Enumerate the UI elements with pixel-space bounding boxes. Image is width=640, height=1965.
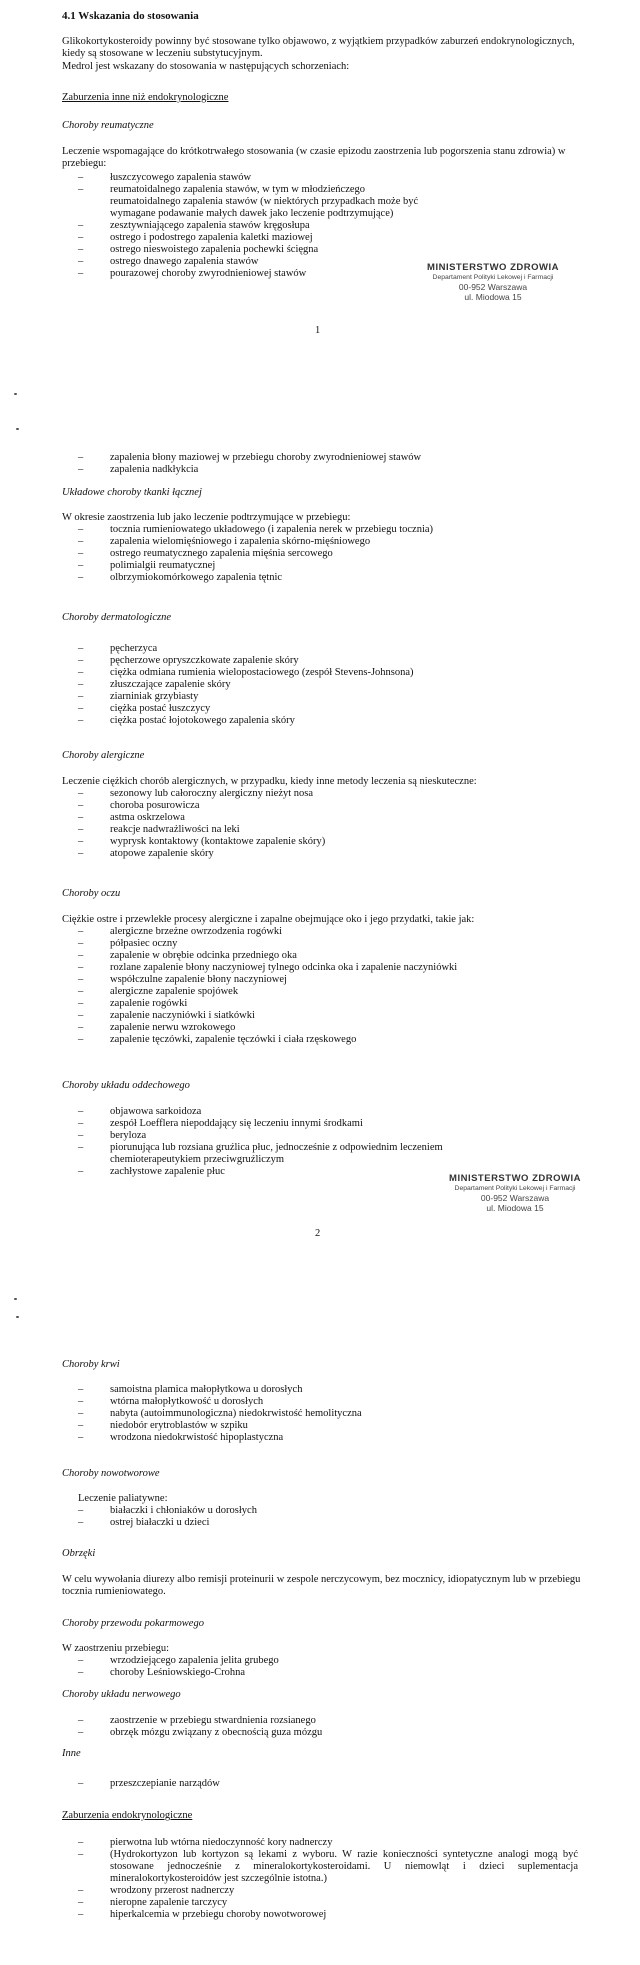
list-item: – współczulne zapalenie błony naczyniowej: [78, 974, 578, 986]
subsection-title: Choroby układu nerwowego: [62, 1689, 181, 1700]
list-item: – zapalenia wielomięśniowego i zapalenia skórno-mięśniowego: [78, 536, 578, 548]
list-item: – niedobór erytroblastów w szpiku: [78, 1420, 578, 1432]
list-item: – wtórna małopłytkowość u dorosłych: [78, 1396, 578, 1408]
list-item: – zapalenia błony maziowej w przebiegu choroby zwyrodnieniowej stawów: [78, 452, 578, 464]
list-item: – zespół Loefflera niepoddający się leczeniu innymi środkami: [78, 1118, 478, 1130]
indication-list: [78, 1715, 578, 1739]
page-number: 2: [315, 1228, 321, 1239]
indication-list: [78, 1837, 578, 1921]
list-item: – pęcherzowe opryszczkowate zapalenie skóry: [78, 655, 578, 667]
list-item: – półpasiec oczny: [78, 938, 578, 950]
indication-list: [78, 788, 578, 860]
lead-paragraph: Leczenie paliatywne:: [78, 1493, 168, 1504]
stamp-line: 00-952 Warszawa: [458, 282, 528, 292]
indication-list: [78, 1106, 478, 1178]
section-heading: 4.1 Wskazania do stosowania: [62, 10, 199, 22]
list-item: – rozlane zapalenie błony naczyniowej tylnego odcinka oka i zapalenie naczyniówki: [78, 962, 578, 974]
scan-mark: [14, 1298, 17, 1300]
scan-mark: [16, 1316, 19, 1318]
list-item: – reumatoidalnego zapalenia stawów, w tym w młodzieńczego reumatoidalnego zapalenia stawów (w niektórych przypadkach może być wymagane podawanie małych dawek jako leczenie podtrzymujące): [78, 184, 438, 220]
list-item: – wyprysk kontaktowy (kontaktowe zapalenie skóry): [78, 836, 578, 848]
subsection-title: Choroby alergiczne: [62, 750, 145, 761]
lead-paragraph: Leczenie wspomagające do krótkotrwałego stosowania (w czasie epizodu zaostrzenia lub pogorszenia stanu zdrowia) w przebiegu:: [62, 146, 566, 169]
scan-mark: [14, 393, 17, 395]
lead-paragraph: W okresie zaostrzenia lub jako leczenie podtrzymujące w przebiegu:: [62, 512, 351, 523]
indication-list: [78, 643, 578, 727]
list-item: – wrodzony przerost nadnerczy: [78, 1885, 578, 1897]
subsection-title: Choroby układu oddechowego: [62, 1080, 190, 1091]
subsection-title: Choroby krwi: [62, 1359, 120, 1370]
intro-paragraph-2: Medrol jest wskazany do stosowania w następujących schorzeniach:: [62, 61, 350, 72]
section-title: Zaburzenia endokrynologiczne: [62, 1810, 193, 1821]
list-item: – ostrego dnawego zapalenia stawów: [78, 256, 438, 268]
stamp-line: Departament Polityki Lekowej i Farmacji: [454, 1185, 576, 1192]
list-item: – ciężka postać łuszczycy: [78, 703, 578, 715]
document-page-2: [0, 440, 640, 1240]
stamp-line: ul. Miodowa 15: [486, 1203, 544, 1213]
list-item: – ostrego i podostrego zapalenia kaletki maziowej: [78, 232, 438, 244]
list-item: – ostrego reumatycznego zapalenia mięśnia sercowego: [78, 548, 578, 560]
list-item: – zapalenie tęczówki, zapalenie tęczówki i ciała rzęskowego: [78, 1034, 578, 1046]
list-item: – nabyta (autoimmunologiczna) niedokrwistość hemolityczna: [78, 1408, 578, 1420]
list-item: – ostrej białaczki u dzieci: [78, 1517, 578, 1529]
list-item: – nieropne zapalenie tarczycy: [78, 1897, 578, 1909]
list-item: – zapalenie naczyniówki i siatkówki: [78, 1010, 578, 1022]
list-item: – astma oskrzelowa: [78, 812, 578, 824]
list-item: – ciężka odmiana rumienia wielopostaciowego (zespół Stevens-Johnsona): [78, 667, 578, 679]
list-item: – wrzodziejącego zapalenia jelita grubego: [78, 1655, 578, 1667]
indication-list: [78, 172, 438, 280]
list-item: – pourazowej choroby zwyrodnieniowej stawów: [78, 268, 438, 280]
stamp-line: 00-952 Warszawa: [480, 1193, 550, 1203]
list-item: – zachłystowe zapalenie płuc: [78, 1166, 478, 1178]
page-number: 1: [315, 325, 321, 336]
indication-list: [78, 452, 578, 476]
list-item: – zapalenie nerwu wzrokowego: [78, 1022, 578, 1034]
list-item: – pęcherzyca: [78, 643, 578, 655]
stamp-line: MINISTERSTWO ZDROWIA: [427, 262, 559, 273]
document-page-1: [0, 0, 640, 400]
lead-paragraph: Leczenie ciężkich chorób alergicznych, w przypadku, kiedy inne metody leczenia są nieskuteczne:: [62, 776, 477, 787]
list-item: – obrzęk mózgu związany z obecnością guza mózgu: [78, 1727, 578, 1739]
indication-list: [78, 524, 578, 584]
stamp-line: ul. Miodowa 15: [464, 292, 522, 302]
subsection-title: Choroby reumatyczne: [62, 120, 154, 131]
subsection-title: Choroby nowotworowe: [62, 1468, 160, 1479]
list-item: – łuszczycowego zapalenia stawów: [78, 172, 438, 184]
list-item: – wrodzona niedokrwistość hipoplastyczna: [78, 1432, 578, 1444]
subsection-title: Choroby przewodu pokarmowego: [62, 1618, 204, 1629]
stamp-line: Departament Polityki Lekowej i Farmacji: [432, 274, 554, 281]
indication-list: [78, 926, 578, 1046]
list-item: – ziarniniak grzybiasty: [78, 691, 578, 703]
document-page-3: [0, 1320, 640, 1965]
indication-list: [78, 1505, 578, 1529]
list-item: – objawowa sarkoidoza: [78, 1106, 478, 1118]
list-item: – zaostrzenie w przebiegu stwardnienia rozsianego: [78, 1715, 578, 1727]
list-item: – pierwotna lub wtórna niedoczynność kory nadnerczy: [78, 1837, 578, 1849]
list-item: – zesztywniającego zapalenia stawów kręgosłupa: [78, 220, 438, 232]
scan-mark: [16, 428, 19, 430]
list-item: – atopowe zapalenie skóry: [78, 848, 578, 860]
list-item: – zapalenie w obrębie odcinka przedniego oka: [78, 950, 578, 962]
list-item: – beryloza: [78, 1130, 478, 1142]
list-item: – sezonowy lub całoroczny alergiczny nieżyt nosa: [78, 788, 578, 800]
list-item: – (Hydrokortyzon lub kortyzon są lekami z wyboru. W razie konieczności syntetyczne analogi mogą być stosowane jednocześnie z mineralokortykosteroidami. U niemowląt i dzieci suplementacja mineralokortykosteroidów jest szczególnie istotna.): [78, 1849, 578, 1885]
list-item: – samoistna plamica małopłytkowa u dorosłych: [78, 1384, 578, 1396]
ministry-stamp: [440, 1173, 590, 1213]
list-item: – zapalenia nadkłykcia: [78, 464, 578, 476]
subsection-title: Układowe choroby tkanki łącznej: [62, 487, 202, 498]
intro-paragraph: Glikokortykosteroidy powinny być stosowane tylko objawowo, z wyjątkiem przypadków zaburzeń endokrynologicznych, kiedy są stosowane w leczeniu substytucyjnym.: [62, 36, 575, 59]
ministry-stamp: [418, 262, 568, 302]
lead-paragraph: W celu wywołania diurezy albo remisji proteinurii w zespole nerczycowym, bez mocznicy, idiopatycznym lub w przebiegu tocznia rumieniowatego.: [62, 1574, 581, 1597]
list-item: – ciężka postać łojotokowego zapalenia skóry: [78, 715, 578, 727]
list-item: – polimialgii reumatycznej: [78, 560, 578, 572]
list-item: – choroby Leśniowskiego-Crohna: [78, 1667, 578, 1679]
list-item: – ostrego nieswoistego zapalenia pochewki ścięgna: [78, 244, 438, 256]
indication-list: [78, 1384, 578, 1444]
list-item: – reakcje nadwrażliwości na leki: [78, 824, 578, 836]
subsection-title: Choroby dermatologiczne: [62, 612, 171, 623]
lead-paragraph: Ciężkie ostre i przewlekłe procesy alergiczne i zapalne obejmujące oko i jego przydatki, takie jak:: [62, 914, 475, 925]
list-item: – alergiczne zapalenie spojówek: [78, 986, 578, 998]
subsection-title: Inne: [62, 1748, 81, 1759]
list-item: – alergiczne brzeżne owrzodzenia rogówki: [78, 926, 578, 938]
list-item: – złuszczające zapalenie skóry: [78, 679, 578, 691]
list-item: – hiperkalcemia w przebiegu choroby nowotworowej: [78, 1909, 578, 1921]
subsection-title: Obrzęki: [62, 1548, 96, 1559]
subsection-title: Choroby oczu: [62, 888, 121, 899]
indication-list: [78, 1778, 578, 1790]
indication-list: [78, 1655, 578, 1679]
list-item: – piorunująca lub rozsiana gruźlica płuc, jednocześnie z odpowiednim leczeniem chemioterapeutykiem przeciwgruźliczym: [78, 1142, 478, 1166]
list-item: – choroba posurowicza: [78, 800, 578, 812]
lead-paragraph: W zaostrzeniu przebiegu:: [62, 1643, 170, 1654]
section-title: Zaburzenia inne niż endokrynologiczne: [62, 92, 229, 103]
list-item: – przeszczepianie narządów: [78, 1778, 578, 1790]
list-item: – białaczki i chłoniaków u dorosłych: [78, 1505, 578, 1517]
stamp-line: MINISTERSTWO ZDROWIA: [449, 1173, 581, 1184]
list-item: – zapalenie rogówki: [78, 998, 578, 1010]
list-item: – tocznia rumieniowatego układowego (i zapalenia nerek w przebiegu tocznia): [78, 524, 578, 536]
list-item: – olbrzymiokomórkowego zapalenia tętnic: [78, 572, 578, 584]
